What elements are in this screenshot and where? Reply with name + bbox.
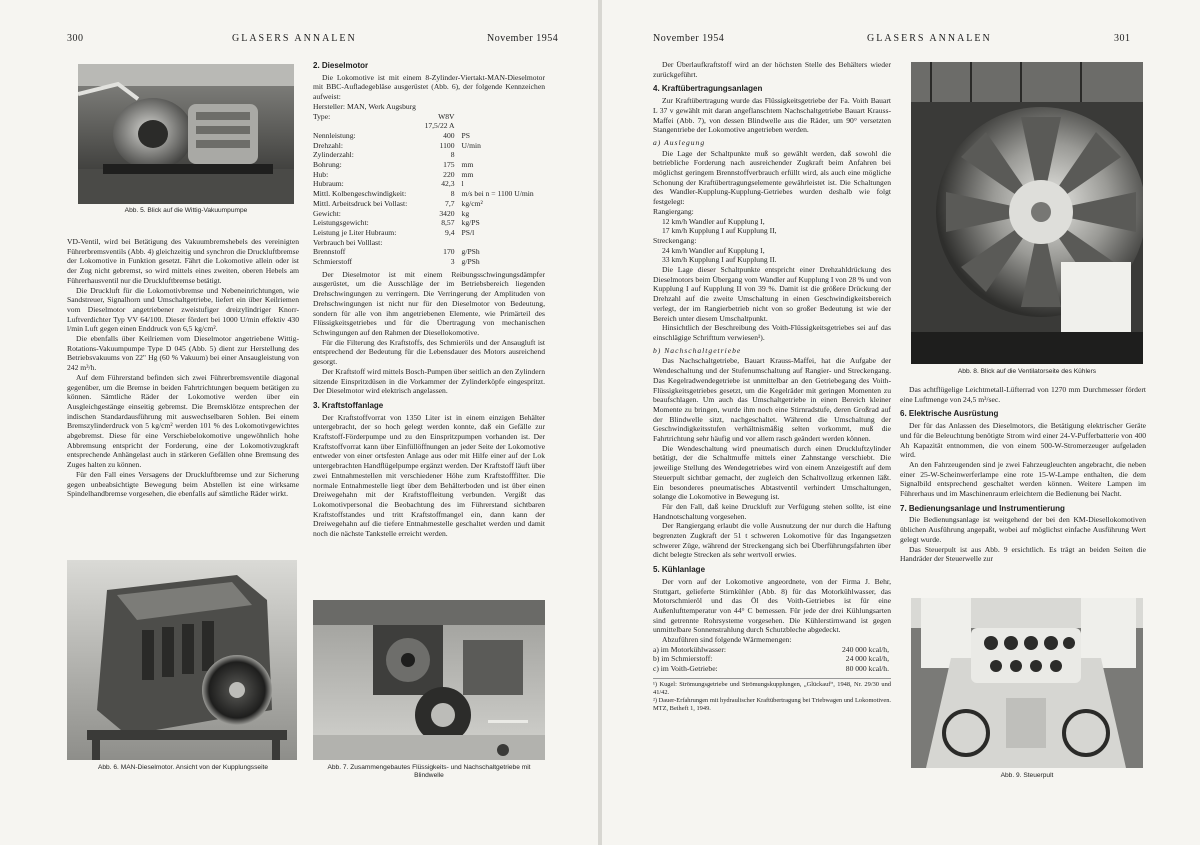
spec-row [313,238,545,248]
spec-row [313,199,545,209]
para-manual-shift: Für den Fall, daß keine Druckluft zur Verfügung stehen sollte, ist eine Handnotschaltung vorgesehen. [653,501,891,521]
para-diesel-intro: Die Lokomotive ist mit einem 8-Zylinder-Viertakt-MAN-Dieselmotor mit BBC-Aufladegebläse ausgerüstet (Abb. 6), der folgende Kennzeichen aufweist: [313,72,545,102]
heat-label: a) im Motorkühlwasser: [653,644,726,654]
spec-unit: mm [461,160,474,170]
para-lights: An den Fahrzeugenden sind je zwei Fahrzeugleuchten angebracht, die neben einer 25-W-Scheinwerferlampe eine rote 15-W-Lampe enthalten, die dem Signalbild entsprechend geschaltet werden können. Weitere Lampen im Führerhaus und im Maschinenraum erleichtern die Bedienung bei Nacht. [900,459,1146,499]
heading-fuel-system: 3. Kraftstoffanlage [313,400,384,410]
para-auxiliary-gearbox: Das Nachschaltgetriebe, Bauart Krauss-Maffei, hat die Aufgabe der Wendeschaltung und der Stufenumschaltung auf Rangier- und Streckengang. Das Kegelradwendegetriebe ist unmittelbar an den Getriebegang des Voith-Flüssigkeitsgetriebes gesetzt, um die Kegelräder mit geringen Momenten zu beaufschlagen. Um auch das Umschaltgetriebe in einen Bereich kleiner Momente zu bringen, wurde ihm noch eine Stirnradstufe, deren Großrad auf der Blindwelle sitzt, nachgeschaltet. Während die Umschaltung der Geschwindigkeitsstufen verhältnismäßig selten vorkommt, muß die Fahrtrichtung sehr häufig und vor allem rasch geändert werden können. [653,356,891,444]
spec-value: 170 [443,247,455,257]
diesel-engine-photo [67,560,297,760]
engine-spec-table [313,112,545,267]
heat-value: 240 000 kcal/h, [841,644,889,654]
footnote-2: ²) Dauer-Erfahrungen mit hydraulischer Kraftübertragung bei Triebwagen und Lokomotiven. MTZ, Beiheft 1, 1949. [653,696,891,712]
para-vacuum-pump: Die ebenfalls über Keilriemen vom Dieselmotor angetriebene Wittig-Rotations-Vakuumpumpe Type D 045 (Abb. 5) dient zur Herstellung des Betriebsvakuums von 22" Hg (60 % Vakuum) bei einer Ansaugleistung von 242 m³/h. [67,334,299,373]
para-damper: Der Dieselmotor ist mit einem Reibungsschwingungsdämpfer ausgerüstet, um die Ausschläge der im Betriebsbereich liegenden Drehschwingungen zu verringern. Die Verringerung der Amplituden von Drehschwingungen ist nicht nur für den Dieselmotor von Bedeutung, sondern für alle von ihm angetriebenen Elemente, wie Primärteil des Flüssigkeitsgetriebes und für die Übertragung von mechanischen Schwingungen auf den Rahmen der Diesellokomotive. [313,269,545,337]
spec-row [313,160,545,170]
heat-row [653,654,891,664]
spec-value: 9,4 [445,227,455,237]
spec-label: Mittl. Kolbengeschwindigkeit: [313,189,407,199]
spec-value [421,238,457,248]
spec-unit [457,150,545,160]
page-number: 300 [67,33,84,44]
para-hand-brake: Für den Fall eines Versagens der Druckluftbremse und zur Sicherung gegen unbeabsichtigte Bewegung beim Abstellen ist eine wirksame Spindelhandbremse vorgesehen, die ebenfalls auf sämtliche Räder wirkt. [67,469,299,499]
para-overflow-fuel: Der Überlaufkraftstoff wird an der höchsten Stelle des Behälters wieder zurückgeführt. [653,60,891,79]
caption-fig6: Abb. 6. MAN-Dieselmotor. Ansicht von der Kupplungsseite [97,764,269,771]
spec-label: Schmierstoff [313,257,353,267]
para-cooling: Der vorn auf der Lokomotive angeordnete, von der Firma J. Behr, Stuttgart, gelieferte Stirnkühler (Abb. 8) für das Motorkühlwasser, das Motorschmieröl und das Öl des Voith-Getriebes ist für eine Außenlufttemperatur von 44° C bemessen. Für jede der drei Kühlungsarten sind getrennte Rohrsysteme vorgesehen. Die Kühlerstirnwand ist gegen unmittelbare Sonnenstrahlung durch Schutzbleche abgedeckt. [653,576,891,635]
spec-value: 8 [450,150,455,160]
spec-label: Bohrung: [313,160,342,170]
para-fuel: Der Kraftstoffvorrat von 1350 Liter ist in einem einzigen Behälter untergebracht, der so hoch gelegt werden konnte, daß ein Gefälle zur Kraftstoff-Förderpumpe und zu den Einspritzpumpen vorhanden ist. Der Kraftstoffvorrat kann über Einfüllöffnungen an jeder Seite der Lokomotive entweder von einer ortsfesten Anlage aus oder mit Hilfe einer auf der Lok untergebrachten Handflügelpumpe ergänzt werden. Der Kraftstoff läuft über zwei Entnahmestellen mit verschiedener Höhe zum Kraftstofffilter. Die normale Entnahmestelle liegt über dem Behälterboden und ist über einen Dreiwegehahn mit der Kraftstoffleitung verbunden. Vergißt das Lokomotivpersonal die Beobachtung des im Führerstand sichtbaren Kraftstoffstandes und tritt Kraftstoffmangel ein, dann kann der Dreiwegehahn auf die tiefere Entnahmestelle geschaltet werden und damit noch die nächste Tankstelle erreicht werden. [313,412,545,539]
heat-intro: Abzuführen sind folgende Wärmemengen: [662,635,792,645]
shunting-gear-2: 17 km/h Kupplung I auf Kupplung II, [662,226,777,236]
spec-value: 400 [443,130,455,140]
figure-control-desk [911,598,1143,768]
heat-value: 80 000 kcal/h. [845,664,889,674]
vacuum-pump-photo [78,64,294,204]
spec-label: Gewicht: [313,208,341,218]
heat-table [653,645,891,674]
spec-value: 3420 [439,208,455,218]
caption-fig7: Abb. 7. Zusammengebautes Flüssigkeits- und Nachschaltgetriebe mit Blindwelle [327,764,531,779]
cooler-fan-photo [911,62,1143,364]
line-gear-2: 33 km/h Kupplung I auf Kupplung II. [662,255,777,265]
para-brake-valves: Auf dem Führerstand befinden sich zwei Führerbremsventile diagonal gegenüber, um die Bremse in beiden Fahrtrichtungen bequem betätigen zu können. Sämtliche Räder der Lokomotive werden über ein Ausgleichgestänge einseitig gebremst. Die Bremsklötze entsprechen der indischen Standardausführung mit auswechselbaren Sohlen. Bei einem Bremszylinderdruck von 5 kg/cm² werden 101 % des Lokomotivgewichtes abgebremst. Diese für eine Verschiebelokomotive ungewöhnlich hohe Abbremsung entspricht der Forderung, eine der Lokomotivzugkraft entsprechende Anhängelast auch in stärkeren Gefällen ohne Bremsung des Zuges halten zu können. [67,372,299,470]
spec-value: 175 [443,160,455,170]
para-shunting-gear: Der Rangiergang erlaubt die volle Ausnutzung der nur durch die Haftung begrenzten Zugkraft der 51 t schweren Lokomotive für das Ingangsetzen schwerer Züge, während der Streckengang sich bei Überführungsfahrten über dicht belegte Strecken als sehr wertvoll erwies. [653,521,891,560]
gearbox-photo [313,600,545,760]
spec-row [313,218,545,228]
spec-value: 3 [450,257,455,267]
para-fan: Das achtflügelige Leichtmetall-Lüfterrad von 1270 mm Durchmesser fördert eine Luftmenge von 24,5 m³/sec. [900,385,1146,404]
spec-unit: m/s bei n = 1100 U/min [461,189,534,199]
heat-label: c) im Voith-Getriebe: [653,664,718,674]
column-1 [67,237,299,555]
spec-unit: U/min [461,140,481,150]
shunting-gear-1: 12 km/h Wandler auf Kupplung I, [662,216,765,226]
spec-unit: kg/cm² [461,198,483,208]
para-transmission: Zur Kraftübertragung wurde das Flüssigkeitsgetriebe der Fa. Voith Bauart L 37 v gewählt mit daran angeflanschtem Nachschaltgetriebe Bauart Krauss-Maffei (Abb. 7), von dessen Blindwelle aus die Räder, um 90° versetzten Stangentriebe der Lokomotive angetrieben werden. [653,96,891,135]
heat-label: b) im Schmierstoff: [653,654,713,664]
para-electrical: Der für das Anlassen des Dieselmotors, die Betätigung elektrischer Geräte und für die Beleuchtung benötigte Strom wird einer 24-V-Pufferbatterie von 400 Ah Kapazität entnommen, die von einem 500-W-Stromerzeuger aufgeladen wird. [900,421,1146,460]
para-compressed-air: Die Druckluft für die Lokomotivbremse und Nebeneinrichtungen, wie Sandstreuer, Signalhorn und Umschaltgetriebe, liefert ein über Keilriemen vom Dieselmotor angetriebener zweistufiger dreizylindriger Knorr-Luftverdichter Typ VV 64/100. Dieser fördert bei 1000 U/min effektiv 430 l/min Luft gegen einen Enddruck von 6,5 kg/cm². [67,285,299,334]
spec-unit: kg/PS [461,218,480,228]
spec-row [313,179,545,189]
spec-unit [457,112,545,131]
caption-fig5: Abb. 5. Blick auf die Wittig-Vakuumpumpe [124,207,248,214]
spec-label: Type: [313,111,331,121]
spec-label: Verbrauch bei Volllast: [313,237,383,247]
footnotes [653,678,891,713]
spec-row [313,189,545,199]
heading-controls: 7. Bedienungsanlage und Instrumentierung [900,503,1065,513]
caption-fig9: Abb. 9. Steuerpult [1000,772,1054,779]
spec-row [313,131,545,141]
heading-cooling: 5. Kühlanlage [653,565,706,575]
journal-title: GLASERS ANNALEN [232,33,357,44]
para-voith-reference: Hinsichtlich der Beschreibung des Voith-Flüssigkeitsgetriebes sei auf das einschlägige Schrifttum verwiesen¹). [653,323,891,342]
heading-diesel-engine: 2. Dieselmotor [313,61,369,70]
footnote-1: ¹) Kugel: Strömungsgetriebe und Strömungskupplungen, „Glückauf“, 1948, Nr. 29/30 und 41/42. [653,680,891,696]
para-reversing: Die Wendeschaltung wird pneumatisch durch einen Druckluftzylinder betätigt, der die Schaltmuffe mittels einer Zahnstange verschiebt. Die jeweilige Stellung des Wendegetriebes wird von einem Anzeigestift auf dem Steuerpult sichtbar gemacht, der zugleich den Schaltvollzug erkennen läßt. Ein besonderes pneumatisches Abtastventil verhindert Umschaltungen, solange die Lokomotive in Bewegung ist. [653,443,891,502]
journal-title: GLASERS ANNALEN [867,33,992,44]
heading-electrical: 6. Elektrische Ausrüstung [900,409,999,419]
subheading-auxiliary-gearbox: b) Nachschaltgetriebe [653,345,742,355]
para-control-desk: Das Steuerpult ist aus Abb. 9 ersichtlich. Es trägt an beiden Seiten die Handräder der Steuerwelle zur [900,544,1146,564]
spec-unit [457,238,545,248]
engine-manufacturer: Hersteller: MAN, Werk Augsburg [313,101,416,111]
figure-vacuum-pump [78,64,294,204]
spec-row [313,170,545,180]
spec-label: Nennleistung: [313,130,356,140]
column-2 [313,61,545,597]
spec-value: 220 [443,169,455,179]
spec-label: Brennstoff [313,247,346,257]
spec-row [313,247,545,257]
issue-date: November 1954 [487,33,559,44]
spec-unit: l [461,179,464,189]
spec-label: Hub: [313,169,329,179]
spec-value: 7,7 [445,198,455,208]
caption-fig8: Abb. 8. Blick auf die Ventilatorseite des Kühlers [957,368,1097,375]
para-shift-points: Die Lage der Schaltpunkte muß so gewählt werden, daß sowohl die betriebliche Forderung nach ausreichender Zugkraft beim Anfahren bei möglichst geringem Brennstoffverbrauch erfüllt wird, als auch eine mögliche Schonung der Kraftübertragungselemente gewährleistet ist. Die Schaltungen des Wandler-Kupplung-Kupplung-Getriebes wurden deshalb wie folgt festgelegt: [653,148,891,207]
shunting-gear-label: Rangiergang: [653,206,694,216]
spec-row [313,257,545,267]
spec-unit: kg [461,208,470,218]
left-page [0,0,598,845]
spec-label: Drehzahl: [313,140,343,150]
right-page [602,0,1200,845]
spec-value: W8V 17,5/22 A [424,111,455,131]
figure-cooler-fan [911,62,1143,364]
spec-value: 42,3 [441,179,455,189]
spec-row [313,141,545,151]
line-gear-1: 24 km/h Wandler auf Kupplung I, [662,245,765,255]
spec-unit: mm [461,169,474,179]
spec-label: Leistungsgewicht: [313,218,369,228]
heat-row [653,645,891,655]
spec-label: Zylinderzahl: [313,150,354,160]
spec-row [313,209,545,219]
para-vd-valve: VD-Ventil, wird bei Betätigung des Vakuumbremshebels des vereinigten Führerbremsventils (Abb. 4) gleichzeitig und synchron die Druckluftbremse der Lokomotive in Funktion gesetzt. Fährt die Lokomotive allein oder ist der Zug nicht gebremst, so wird mittels eines zweiten, oberen Hebels am Führerhausventil nur die Druckluftbremse betätigt. [67,237,299,285]
spec-label: Leistung je Liter Hubraum: [313,227,397,237]
heading-transmission: 4. Kraftübertragungsanlagen [653,84,763,94]
spec-label: Mittl. Arbeitsdruck bei Vollast: [313,198,408,208]
subheading-design: a) Auslegung [653,137,706,147]
spec-row [313,150,545,160]
para-filter: Für die Filterung des Kraftstoffs, des Schmieröls und der Ansaugluft ist entsprechend der Bedeutung für die Lebensdauer des Motors ausreichend gesorgt. [313,337,545,367]
spec-label: Hubraum: [313,179,344,189]
heat-value: 24 000 kcal/h, [845,654,889,664]
para-bosch: Der Kraftstoff wird mittels Bosch-Pumpen über seitlich an den Zylindern sitzende Einspritzdüsen in die Vorkammer der Zylinderköpfe eingespritzt. Der Dieselmotor wird elektrisch angelassen. [313,366,545,396]
figure-gearbox [313,600,545,760]
issue-date: November 1954 [653,33,725,44]
spec-unit: g/PSh [461,257,480,267]
page-number: 301 [1114,33,1131,44]
spec-unit: g/PSh [461,247,480,257]
control-desk-photo [911,598,1143,768]
figure-diesel-engine [67,560,297,760]
spec-value: 8,57 [441,218,455,228]
spec-value: 1100 [439,140,455,150]
spec-row [313,112,545,131]
spec-value: 8 [450,189,455,199]
column-4 [900,385,1146,593]
spec-unit: PS/l [461,227,475,237]
heat-row [653,664,891,674]
spec-row [313,228,545,238]
para-shift-detail: Die Lage dieser Schaltpunkte entspricht einer Drehzahldrückung des Dieselmotors beim Übergang vom Wandler auf Kupplung I von 28 % und von Kupplung I auf Kupplung II von 39 %. Damit ist die größere Drückung der Drehzahl auf die zweite Umschaltung in einen Geschwindigkeitsbereich verlegt, der im Rangierbetrieb nicht von so großer Bedeutung ist wie der Bereich unter diesem Umschaltpunkt. [653,265,891,323]
column-3 [653,60,891,822]
line-gear-label: Streckengang: [653,235,697,245]
para-controls: Die Bedienungsanlage ist weitgehend der bei den KM-Diesellokomotiven üblichen Ausführung angepaßt, wobei auf möglichst einfache Ausführung Wert gelegt wurde. [900,515,1146,544]
spec-unit: PS [461,130,470,140]
